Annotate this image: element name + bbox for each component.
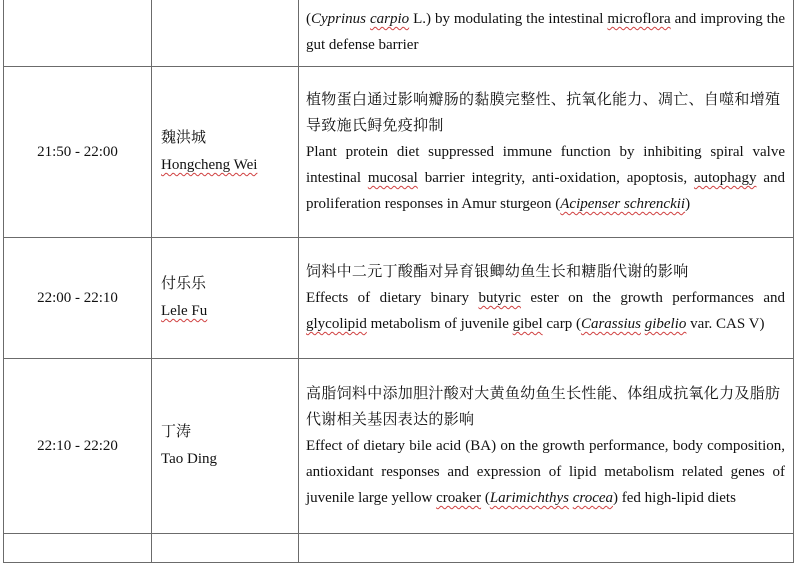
time-cell: 21:50 - 22:00 [4,67,152,238]
speaker-name-en: Lele Fu [161,303,208,319]
table-row [4,359,794,534]
speaker-cell [152,0,299,67]
speaker-name-zh: 付乐乐 [161,276,207,292]
schedule-table [3,0,794,563]
title-cell [299,359,794,534]
speaker-cell [152,238,299,359]
title-cell [299,238,794,359]
speaker-cell [152,67,299,238]
time-cell [4,0,152,67]
title-cell [299,534,794,563]
table-row [4,238,794,359]
speaker-name-zh: 魏洪城 [161,130,207,146]
title-cell [299,67,794,238]
table-row [4,0,794,67]
title-zh: 饲料中二元丁酸酯对异育银鲫幼鱼生长和糖脂代谢的影响 [306,264,689,280]
speaker-name-en: Hongcheng Wei [161,157,258,173]
speaker-name-zh: 丁涛 [161,424,192,440]
title-en: Effects of dietary binary butyric ester on the growth performances and glycolipid metabolism of juvenile gibel carp (Carassius gibelio var. CAS V) [306,290,785,332]
title-en: Plant protein diet suppressed immune function by inhibiting spiral valve intestinal mucosal barrier integrity, anti-oxidation, apoptosis, autophagy and proliferation responses in Amur sturgeon (Acipenser schrenckii) [306,144,785,212]
table-row [4,67,794,238]
title-en: Effect of dietary bile acid (BA) on the growth performance, body composition, antioxidant responses and expression of lipid metabolism related genes of juvenile large yellow croaker (Larimichthys crocea) fed high-lipid diets [306,438,785,506]
time-cell [4,534,152,563]
time-cell: 22:10 - 22:20 [4,359,152,534]
speaker-name-en: Tao Ding [161,451,218,467]
time-cell: 22:00 - 22:10 [4,238,152,359]
title-zh: 植物蛋白通过影响瓣肠的黏膜完整性、抗氧化能力、凋亡、自噬和增殖导致施氏鲟免疫抑制 [306,92,781,134]
title-en: (Cyprinus carpio L.) by modulating the intestinal microflora and improving the gut defense barrier [306,11,786,53]
speaker-cell [152,359,299,534]
speaker-cell [152,534,299,563]
table-row [4,534,794,563]
title-zh: 高脂饲料中添加胆汁酸对大黄鱼幼鱼生长性能、体组成抗氧化力及脂肪代谢相关基因表达的影响 [306,386,781,428]
title-cell [299,0,794,67]
